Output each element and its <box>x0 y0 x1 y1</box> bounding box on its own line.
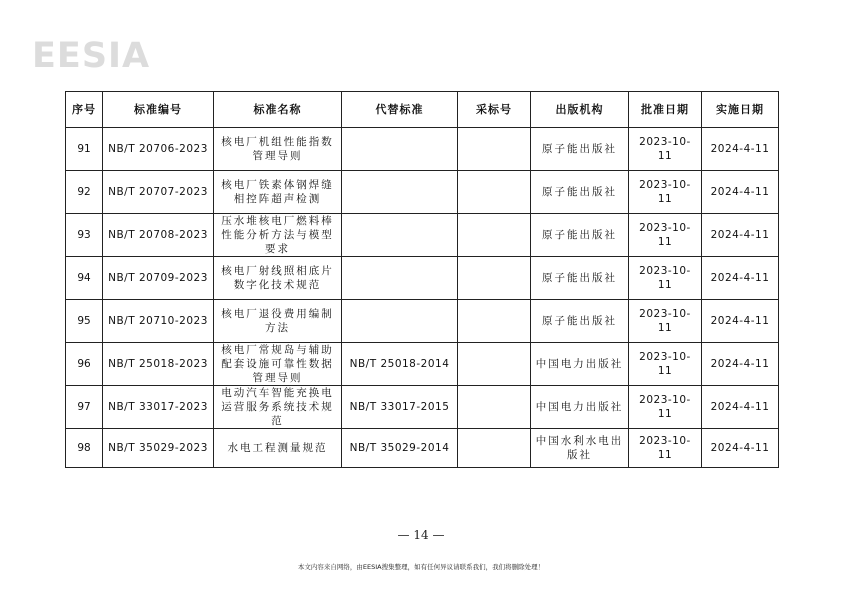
table-row <box>66 214 779 257</box>
cell-approved: 2023-10-11 <box>629 343 702 386</box>
cell-publisher: 中国电力出版社 <box>531 386 629 429</box>
cell-replaces: NB/T 33017-2015 <box>342 386 458 429</box>
cell-approved: 2023-10-11 <box>629 171 702 214</box>
cell-approved: 2023-10-11 <box>629 386 702 429</box>
cell-publisher: 原子能出版社 <box>531 214 629 257</box>
cell-effective: 2024-4-11 <box>702 171 779 214</box>
cell-code: NB/T 20709-2023 <box>103 257 214 300</box>
cell-replaces <box>342 128 458 171</box>
page-number: — 14 — <box>397 528 445 542</box>
cell-seq: 93 <box>66 214 103 257</box>
table-row <box>66 257 779 300</box>
header-seq: 序号 <box>66 92 103 128</box>
table-row <box>66 386 779 429</box>
cell-code: NB/T 25018-2023 <box>103 343 214 386</box>
header-approved: 批准日期 <box>629 92 702 128</box>
table-row <box>66 429 779 468</box>
cell-replaces <box>342 257 458 300</box>
cell-seq: 98 <box>66 429 103 468</box>
cell-effective: 2024-4-11 <box>702 214 779 257</box>
cell-publisher: 原子能出版社 <box>531 300 629 343</box>
cell-name: 核电厂机组性能指数管理导则 <box>214 128 342 171</box>
cell-adopted <box>458 386 531 429</box>
cell-name: 核电厂常规岛与辅助配套设施可靠性数据管理导则 <box>214 343 342 386</box>
standards-table <box>65 91 779 468</box>
cell-adopted <box>458 343 531 386</box>
cell-adopted <box>458 171 531 214</box>
cell-seq: 96 <box>66 343 103 386</box>
header-name: 标准名称 <box>214 92 342 128</box>
header-replaces: 代替标准 <box>342 92 458 128</box>
cell-effective: 2024-4-11 <box>702 386 779 429</box>
table-row <box>66 343 779 386</box>
table-row <box>66 300 779 343</box>
cell-publisher: 原子能出版社 <box>531 257 629 300</box>
cell-seq: 97 <box>66 386 103 429</box>
cell-adopted <box>458 128 531 171</box>
cell-replaces <box>342 214 458 257</box>
cell-effective: 2024-4-11 <box>702 429 779 468</box>
cell-effective: 2024-4-11 <box>702 257 779 300</box>
eesia-logo: EESIA <box>32 36 151 76</box>
cell-replaces: NB/T 35029-2014 <box>342 429 458 468</box>
cell-adopted <box>458 300 531 343</box>
cell-effective: 2024-4-11 <box>702 300 779 343</box>
cell-approved: 2023-10-11 <box>629 300 702 343</box>
header-adopted: 采标号 <box>458 92 531 128</box>
cell-effective: 2024-4-11 <box>702 128 779 171</box>
footer-disclaimer: 本文内容来自网络，由EESIA搜集整理，如有任何异议请联系我们，我们将删除处理！ <box>297 563 545 571</box>
cell-approved: 2023-10-11 <box>629 128 702 171</box>
cell-code: NB/T 35029-2023 <box>103 429 214 468</box>
cell-replaces <box>342 300 458 343</box>
cell-seq: 91 <box>66 128 103 171</box>
cell-name: 电动汽车智能充换电运营服务系统技术规范 <box>214 386 342 429</box>
cell-adopted <box>458 429 531 468</box>
table-row <box>66 171 779 214</box>
cell-seq: 92 <box>66 171 103 214</box>
cell-approved: 2023-10-11 <box>629 214 702 257</box>
cell-name: 核电厂射线照相底片数字化技术规范 <box>214 257 342 300</box>
cell-name: 压水堆核电厂燃料棒性能分析方法与模型要求 <box>214 214 342 257</box>
cell-publisher: 原子能出版社 <box>531 128 629 171</box>
cell-approved: 2023-10-11 <box>629 429 702 468</box>
cell-code: NB/T 20708-2023 <box>103 214 214 257</box>
cell-code: NB/T 20707-2023 <box>103 171 214 214</box>
cell-name: 水电工程测量规范 <box>214 429 342 468</box>
cell-publisher: 中国电力出版社 <box>531 343 629 386</box>
cell-publisher: 中国水利水电出版社 <box>531 429 629 468</box>
cell-code: NB/T 33017-2023 <box>103 386 214 429</box>
cell-adopted <box>458 214 531 257</box>
header-publisher: 出版机构 <box>531 92 629 128</box>
cell-seq: 95 <box>66 300 103 343</box>
cell-code: NB/T 20706-2023 <box>103 128 214 171</box>
cell-approved: 2023-10-11 <box>629 257 702 300</box>
cell-publisher: 原子能出版社 <box>531 171 629 214</box>
cell-code: NB/T 20710-2023 <box>103 300 214 343</box>
header-effective: 实施日期 <box>702 92 779 128</box>
table-row <box>66 128 779 171</box>
table-body <box>66 128 779 468</box>
cell-name: 核电厂退役费用编制方法 <box>214 300 342 343</box>
cell-name: 核电厂铁素体钢焊缝相控阵超声检测 <box>214 171 342 214</box>
cell-effective: 2024-4-11 <box>702 343 779 386</box>
table-header <box>66 92 779 128</box>
cell-replaces <box>342 171 458 214</box>
cell-seq: 94 <box>66 257 103 300</box>
cell-replaces: NB/T 25018-2014 <box>342 343 458 386</box>
cell-adopted <box>458 257 531 300</box>
header-code: 标准编号 <box>103 92 214 128</box>
